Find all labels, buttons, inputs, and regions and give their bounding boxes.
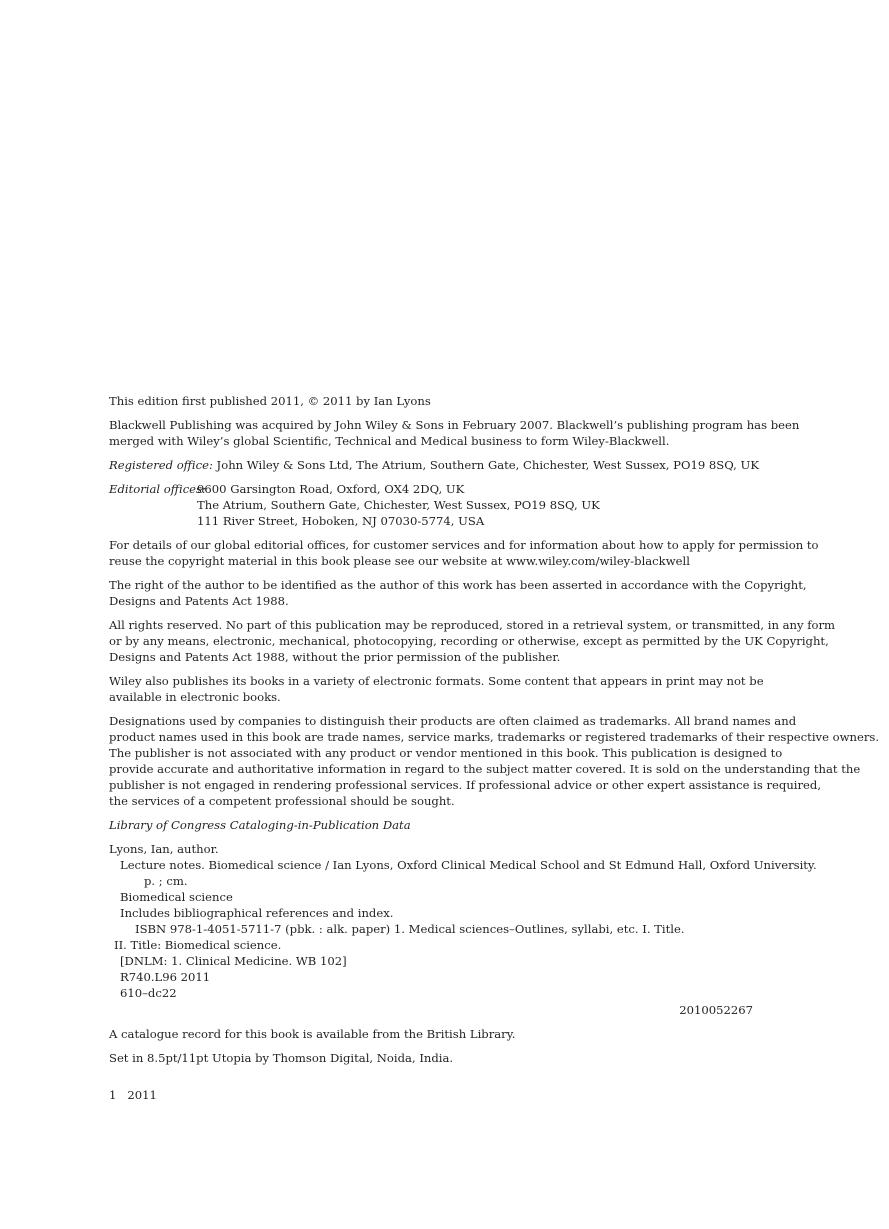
cip-dnlm: [DNLM: 1. Clinical Medicine. WB 102] xyxy=(120,954,347,968)
typesetting-note: Set in 8.5pt/11pt Utopia by Thomson Digital, Noida, India. xyxy=(109,1051,454,1065)
trademark-disclaimer: Designations used by companies to distinguish their products are often claimed as trademarks. All brand names and product names used in this book are trade names, service marks, trademarks or registered trademarks of their respective owners. The publisher is not associated with any product or vendor mentioned in this book. This publication is designed to provide accurate and authoritative information in regard to the subject matter covered. It is sold on the understanding that the publisher is not engaged in rendering professional services. If professional advice or other expert assistance is required, the services of a competent professional should be sought. xyxy=(109,714,880,808)
electronic-formats: Wiley also publishes its books in a variety of electronic formats. Some content that appears in print may not be available in electronic books. xyxy=(109,674,764,704)
cip-record xyxy=(109,841,817,1018)
cip-series: Biomedical science xyxy=(120,890,233,904)
editorial-details: For details of our global editorial offices, for customer services and for information about how to apply for permission to reuse the copyright material in this book please see our website at www.wiley.com/wiley-blackwell xyxy=(109,538,819,568)
cip-heading: Library of Congress Cataloging-in-Publication Data xyxy=(109,818,411,832)
cip-isbn: ISBN 978-1-4051-5711-7 (pbk. : alk. paper) 1. Medical sciences–Outlines, syllabi, etc. I. Title. xyxy=(135,922,685,936)
cip-lc-number: R740.L96 2011 xyxy=(120,970,211,984)
copyright-page xyxy=(109,393,880,1074)
editorial-office-address: The Atrium, Southern Gate, Chichester, West Sussex, PO19 8SQ, UK xyxy=(197,498,600,512)
author-rights: The right of the author to be identified as the author of this work has been asserted in accordance with the Copyright, Designs and Patents Act 1988. xyxy=(109,578,807,608)
editorial-offices xyxy=(109,481,774,529)
rights-reserved: All rights reserved. No part of this publication may be reproduced, stored in a retrieval system, or transmitted, in any form or by any means, electronic, mechanical, photocopying, recording or otherwise, except as permitted by the UK Copyright, Designs and Patents Act 1988, without the prior permission of the publisher. xyxy=(109,618,836,664)
cip-bibliography: Includes bibliographical references and index. xyxy=(120,906,394,920)
cip-pages: p. ; cm. xyxy=(144,874,188,888)
registered-office-address: John Wiley & Sons Ltd, The Atrium, Southern Gate, Chichester, West Sussex, PO19 8SQ, UK xyxy=(212,458,759,472)
cip-author: Lyons, Ian, author. xyxy=(109,842,219,856)
printing-line: 1 2011 xyxy=(109,1088,157,1102)
editorial-offices-label: Editorial offices: xyxy=(109,482,206,496)
cip-title: Lecture notes. Biomedical science / Ian Lyons, Oxford Clinical Medical School and St Edmund Hall, Oxford University. xyxy=(120,858,817,872)
cip-title-entry: II. Title: Biomedical science. xyxy=(114,938,282,952)
cip-dewey: 610–dc22 xyxy=(120,986,177,1000)
editorial-offices-list xyxy=(197,481,600,529)
registered-office xyxy=(109,457,774,473)
editorial-office-address: 9600 Garsington Road, Oxford, OX4 2DQ, UK xyxy=(197,482,465,496)
acquisition-statement: Blackwell Publishing was acquired by John Wiley & Sons in February 2007. Blackwell’s publishing program has been merged with Wiley’s global Scientific, Technical and Medical business to form Wiley-Blackwell. xyxy=(109,418,800,448)
edition-statement: This edition first published 2011, © 2011 by Ian Lyons xyxy=(109,394,431,408)
cip-lccn: 2010052267 xyxy=(679,1003,753,1017)
registered-office-label: Registered office: xyxy=(109,458,213,472)
catalogue-record: A catalogue record for this book is available from the British Library. xyxy=(109,1027,516,1041)
editorial-office-address: 111 River Street, Hoboken, NJ 07030-5774, USA xyxy=(197,514,485,528)
